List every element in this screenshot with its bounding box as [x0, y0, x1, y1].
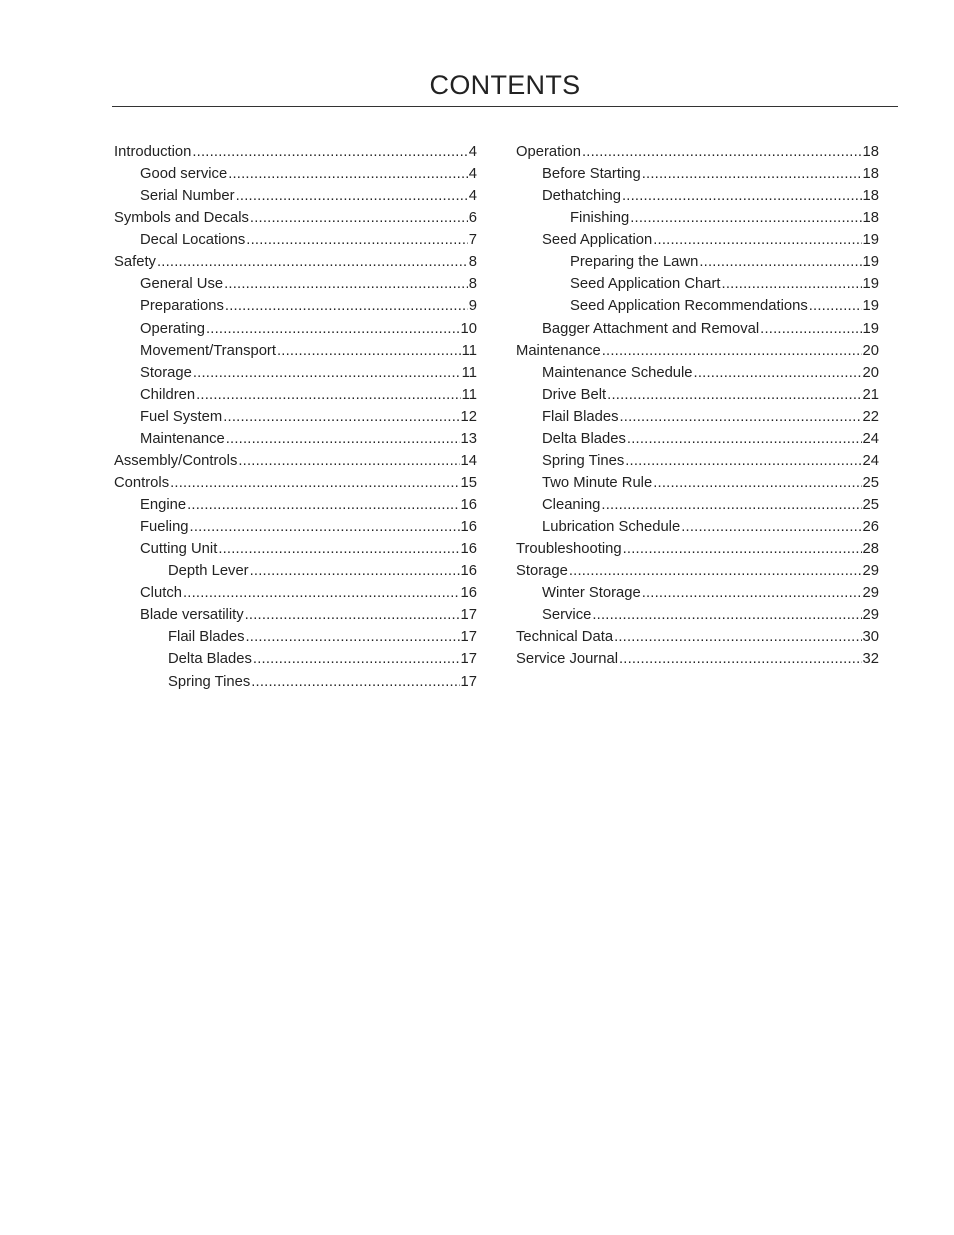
toc-entry-label: Maintenance: [140, 430, 225, 447]
toc-entry-page-number: 16: [460, 585, 477, 602]
toc-entry-label: Operation: [516, 144, 581, 160]
toc-entry-label: Movement/Transport: [140, 342, 276, 359]
dot-leader: [623, 538, 862, 560]
toc-entry-label: Spring Tines: [168, 673, 251, 690]
toc-entry: [114, 472, 477, 494]
toc-entry: [114, 494, 477, 516]
toc-entry-page-number: 19: [862, 254, 879, 271]
toc-entry: [114, 450, 477, 472]
toc-column-right: [516, 141, 879, 671]
toc-entry-label: Service: [542, 607, 592, 624]
toc-entry: [516, 560, 879, 582]
toc-entry: [114, 648, 477, 670]
toc-entry: [516, 163, 879, 185]
toc-entry-page-number: 28: [862, 541, 879, 558]
toc-entry: [114, 318, 477, 340]
toc-entry: [516, 229, 879, 251]
dot-leader: [619, 406, 861, 428]
toc-entry-label: Delta Blades: [542, 430, 626, 447]
toc-entry-page-number: 16: [460, 563, 477, 580]
toc-entry: [516, 384, 879, 406]
toc-entry-label: Engine: [140, 497, 187, 513]
toc-entry-label: Before Starting: [542, 166, 641, 183]
toc-entry-label: Preparations: [140, 298, 224, 315]
toc-entry-page-number: 4: [468, 188, 477, 205]
page-title: CONTENTS: [429, 70, 581, 100]
toc-entry: [114, 516, 477, 538]
toc-entry-page-number: 20: [862, 364, 879, 381]
title-divider: [112, 106, 898, 107]
dot-leader: [225, 295, 468, 317]
toc-entry-page-number: 9: [468, 298, 477, 315]
dot-leader: [614, 626, 861, 648]
toc-entry: [516, 450, 879, 472]
dot-leader: [196, 384, 461, 406]
toc-entry-label: Winter Storage: [542, 585, 641, 602]
toc-entry: [516, 273, 879, 295]
toc-entry: [516, 582, 879, 604]
toc-entry-label: Operating: [140, 320, 205, 337]
dot-leader: [630, 207, 861, 229]
dot-leader: [601, 494, 861, 516]
toc-entry-page-number: 19: [862, 298, 879, 315]
dot-leader: [653, 229, 861, 251]
toc-entry-label: Finishing: [570, 210, 630, 227]
toc-entry-page-number: 19: [862, 232, 879, 249]
toc-entry-label: Flail Blades: [168, 629, 245, 646]
toc-entry-label: Depth Lever: [168, 563, 249, 580]
toc-entry-page-number: 18: [862, 188, 879, 205]
dot-leader: [642, 163, 862, 185]
toc-entry-page-number: 16: [460, 497, 477, 513]
toc-entry-page-number: 30: [862, 629, 879, 646]
dot-leader: [187, 494, 459, 516]
toc-entry: [114, 406, 477, 428]
toc-entry-label: Service Journal: [516, 651, 618, 668]
toc-entry: [516, 295, 879, 317]
toc-entry-label: Bagger Attachment and Removal: [542, 320, 760, 337]
toc-entry-label: Maintenance Schedule: [542, 364, 693, 381]
toc-entry-page-number: 8: [468, 276, 477, 293]
dot-leader: [226, 428, 460, 450]
dot-leader: [245, 604, 460, 626]
dot-leader: [218, 538, 459, 560]
toc-entry-label: Dethatching: [542, 188, 621, 205]
toc-entry: [114, 604, 477, 626]
toc-entry-page-number: 29: [862, 607, 879, 624]
dot-leader: [653, 472, 861, 494]
toc-entry: [516, 406, 879, 428]
toc-entry-label: Introduction: [114, 144, 192, 160]
toc-entry-label: Safety: [114, 254, 156, 271]
toc-entry: [114, 671, 477, 693]
toc-entry-label: Controls: [114, 474, 170, 491]
dot-leader: [236, 185, 468, 207]
dot-leader: [694, 362, 862, 384]
toc-entry-label: Two Minute Rule: [542, 474, 653, 491]
toc-entry-page-number: 6: [468, 210, 477, 227]
toc-entry-page-number: 19: [862, 276, 879, 293]
dot-leader: [250, 560, 460, 582]
toc-entry: [516, 141, 879, 163]
toc-entry-label: Drive Belt: [542, 386, 607, 403]
toc-entry-page-number: 19: [862, 320, 879, 337]
toc-entry-page-number: 21: [862, 386, 879, 403]
dot-leader: [250, 207, 468, 229]
toc-entry: [114, 560, 477, 582]
dot-leader: [592, 604, 861, 626]
dot-leader: [157, 251, 468, 273]
toc-entry-label: Troubleshooting: [516, 541, 622, 558]
toc-entry-label: Storage: [516, 563, 568, 580]
dot-leader: [246, 229, 467, 251]
toc-entry-page-number: 22: [862, 408, 879, 425]
dot-leader: [681, 516, 861, 538]
toc-entry: [516, 185, 879, 207]
toc-entry-label: Serial Number: [140, 188, 235, 205]
toc-entry-page-number: 15: [460, 474, 477, 491]
dot-leader: [170, 472, 459, 494]
toc-entry: [114, 295, 477, 317]
toc-column-left: [114, 141, 477, 693]
toc-entry-label: Spring Tines: [542, 452, 625, 469]
toc-entry-page-number: 13: [460, 430, 477, 447]
dot-leader: [245, 626, 459, 648]
toc-entry-page-number: 25: [862, 497, 879, 513]
toc-entry: [516, 516, 879, 538]
toc-entry: [516, 538, 879, 560]
toc-entry: [114, 251, 477, 273]
toc-entry-label: Seed Application Chart: [570, 276, 721, 293]
toc-entry-page-number: 11: [461, 342, 477, 359]
toc-entry-page-number: 18: [862, 144, 879, 160]
toc-entry: [516, 648, 879, 670]
dot-leader: [625, 450, 861, 472]
toc-entry: [114, 163, 477, 185]
toc-entry: [516, 340, 879, 362]
toc-entry: [114, 273, 477, 295]
toc-entry-page-number: 4: [468, 144, 477, 160]
toc-entry-page-number: 17: [460, 651, 477, 668]
toc-entry: [114, 185, 477, 207]
toc-entry-page-number: 29: [862, 585, 879, 602]
dot-leader: [622, 185, 862, 207]
dot-leader: [223, 406, 459, 428]
toc-entry-page-number: 32: [862, 651, 879, 668]
toc-entry-label: Blade versatility: [140, 607, 244, 624]
toc-entry: [516, 472, 879, 494]
toc-entry-page-number: 25: [862, 474, 879, 491]
toc-entry-label: Cleaning: [542, 497, 601, 513]
toc-entry-page-number: 16: [460, 541, 477, 558]
toc-entry: [516, 494, 879, 516]
toc-entry: [114, 362, 477, 384]
toc-entry: [114, 428, 477, 450]
dot-leader: [722, 273, 862, 295]
toc-entry-page-number: 16: [460, 519, 477, 536]
toc-entry-label: Children: [140, 386, 196, 403]
toc-entry-label: Symbols and Decals: [114, 210, 249, 227]
toc-entry-page-number: 29: [862, 563, 879, 580]
dot-leader: [193, 362, 461, 384]
toc-entry: [114, 141, 477, 163]
dot-leader: [602, 340, 862, 362]
dot-leader: [183, 582, 460, 604]
toc-entry-label: Cutting Unit: [140, 541, 218, 558]
toc-entry-label: Technical Data: [516, 629, 614, 646]
toc-entry-label: Preparing the Lawn: [570, 254, 699, 271]
dot-leader: [569, 560, 862, 582]
dot-leader: [627, 428, 862, 450]
toc-entry-page-number: 20: [862, 342, 879, 359]
toc-entry-label: Flail Blades: [542, 408, 619, 425]
toc-entry-label: Fueling: [140, 519, 189, 536]
dot-leader: [699, 251, 861, 273]
toc-entry-page-number: 17: [460, 629, 477, 646]
dot-leader: [642, 582, 862, 604]
toc-entry: [516, 428, 879, 450]
toc-entry: [114, 229, 477, 251]
toc-entry-page-number: 24: [862, 430, 879, 447]
toc-entry-label: Decal Locations: [140, 232, 246, 249]
toc-entry-label: Storage: [140, 364, 192, 381]
toc-entry: [516, 604, 879, 626]
dot-leader: [760, 318, 861, 340]
toc-entry-page-number: 24: [862, 452, 879, 469]
toc-entry: [516, 207, 879, 229]
toc-entry-label: Delta Blades: [168, 651, 252, 668]
toc-entry-page-number: 18: [862, 210, 879, 227]
toc-entry: [114, 582, 477, 604]
toc-entry-page-number: 18: [862, 166, 879, 183]
toc-entry-page-number: 11: [461, 364, 477, 381]
toc-entry-label: General Use: [140, 276, 224, 293]
toc-entry-page-number: 10: [460, 320, 477, 337]
toc-entry-page-number: 14: [460, 452, 477, 469]
toc-entry-page-number: 8: [468, 254, 477, 271]
toc-entry-label: Clutch: [140, 585, 182, 602]
toc-entry: [114, 626, 477, 648]
dot-leader: [251, 671, 459, 693]
toc-entry: [114, 538, 477, 560]
toc-entry-label: Seed Application Recommendations: [570, 298, 808, 315]
toc-entry: [516, 318, 879, 340]
toc-entry-page-number: 4: [468, 166, 477, 183]
dot-leader: [619, 648, 862, 670]
toc-entry: [114, 340, 477, 362]
toc-entry-label: Assembly/Controls: [114, 452, 238, 469]
toc-entry: [114, 384, 477, 406]
dot-leader: [228, 163, 468, 185]
toc-entry-label: Fuel System: [140, 408, 223, 425]
dot-leader: [192, 141, 467, 163]
dot-leader: [253, 648, 460, 670]
toc-entry-label: Lubrication Schedule: [542, 519, 681, 536]
toc-entry-page-number: 7: [468, 232, 477, 249]
dot-leader: [224, 273, 468, 295]
dot-leader: [190, 516, 460, 538]
dot-leader: [809, 295, 862, 317]
toc-entry-page-number: 17: [460, 607, 477, 624]
dot-leader: [277, 340, 461, 362]
toc-entry-page-number: 12: [460, 408, 477, 425]
toc-entry-label: Good service: [140, 166, 228, 183]
dot-leader: [238, 450, 459, 472]
dot-leader: [582, 141, 862, 163]
dot-leader: [206, 318, 460, 340]
toc-entry: [516, 626, 879, 648]
dot-leader: [607, 384, 861, 406]
toc-entry-page-number: 26: [862, 519, 879, 536]
toc-entry: [516, 251, 879, 273]
toc-entry-label: Seed Application: [542, 232, 653, 249]
toc-entry-label: Maintenance: [516, 342, 601, 359]
toc-entry-page-number: 17: [460, 673, 477, 690]
toc-entry: [516, 362, 879, 384]
toc-entry-page-number: 11: [461, 386, 477, 403]
toc-entry: [114, 207, 477, 229]
